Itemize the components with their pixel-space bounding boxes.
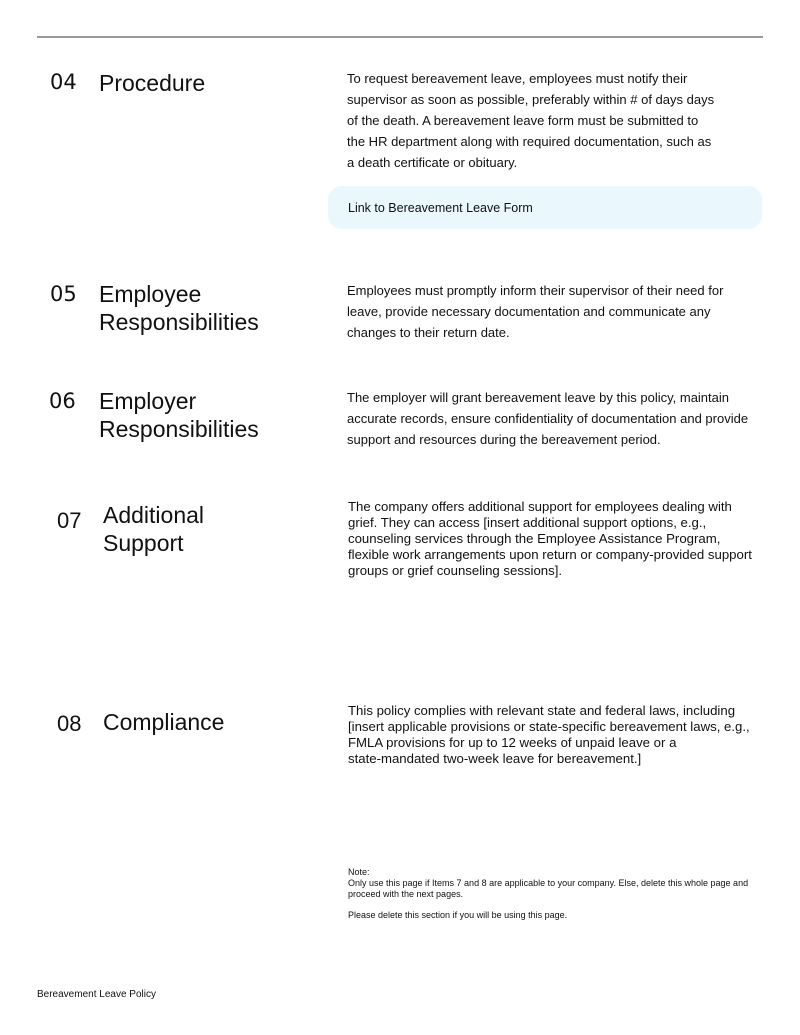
section-body: The employer will grant bereavement leave by this policy, maintain accurate records, ensure confidentiality of documentation and provide support and resources during the bereavement period. xyxy=(347,390,749,447)
link-label[interactable]: Link to Bereavement Leave Form xyxy=(348,200,533,215)
note-line: Only use this page if Items 7 and 8 are applicable to your company. Else, delete this whole page and xyxy=(348,878,749,888)
section-number: 06 xyxy=(49,389,76,413)
section-number: 08 xyxy=(57,711,82,736)
top-divider xyxy=(37,36,763,38)
section-title: Additional Support xyxy=(103,502,205,556)
section-title: Procedure xyxy=(99,70,206,96)
section-body: This policy complies with relevant state and federal laws, including [insert applicable provisions or state-specific bereavement laws, e.g., FMLA provisions for up to 12 weeks of unpaid leave or a state-mandated two-week leave for bereavement.] xyxy=(348,703,750,766)
section-title: Employer Responsibilities xyxy=(99,388,259,442)
template-note xyxy=(348,867,768,921)
note-heading: Note: xyxy=(348,867,370,877)
section-body: To request bereavement leave, employees must notify their supervisor as soon as possible, preferably within # of days days of the death. A bereavement leave form must be submitted to the HR department along with required documentation, such as a death certificate or obituary. xyxy=(347,71,715,170)
page-footer-title: Bereavement Leave Policy xyxy=(37,989,156,1000)
note-line: proceed with the next pages. xyxy=(348,889,464,899)
section-title: Compliance xyxy=(103,709,225,735)
section-number: 04 xyxy=(50,70,77,94)
section-number: 05 xyxy=(50,282,77,306)
section-number: 07 xyxy=(57,508,82,533)
section-title: Employee Responsibilities xyxy=(99,281,259,335)
bereavement-leave-form-link[interactable] xyxy=(328,186,762,229)
section-body: Employees must promptly inform their supervisor of their need for leave, provide necessary documentation and communicate any changes to their return date. xyxy=(347,283,724,340)
section-body: The company offers additional support for employees dealing with grief. They can access [insert additional support options, e.g., counseling services through the Employee Assistance Program, flexible work arrangements upon return or company-provided support groups or grief counseling sessions]. xyxy=(348,499,752,578)
note-delete-instruction: Please delete this section if you will be using this page. xyxy=(348,910,568,920)
